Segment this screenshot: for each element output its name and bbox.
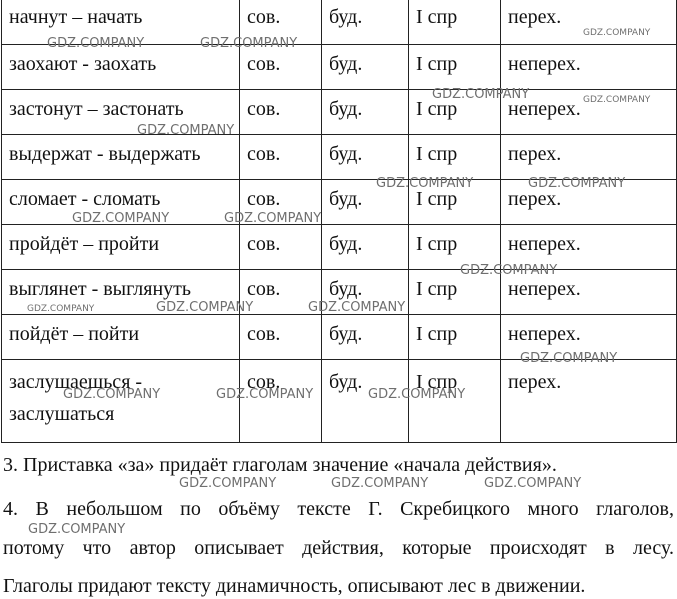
conjugation-cell: I спр (409, 359, 501, 442)
paragraph-4-line-3: Глаголы придают тексту динамичность, описывают лес в движении. (3, 575, 586, 597)
watermark: GDZ.COMPANY (528, 176, 626, 191)
table-row (2, 0, 677, 44)
transitivity-cell: неперех. (501, 44, 677, 89)
watermark: GDZ.COMPANY (583, 28, 651, 38)
tense-cell: буд. (322, 224, 409, 269)
table-row (2, 224, 677, 269)
tense-cell: буд. (322, 179, 409, 224)
table-row (2, 359, 677, 442)
conjugation-cell: I спр (409, 269, 501, 314)
conjugation-cell: I спр (409, 44, 501, 89)
watermark: GDZ.COMPANY (137, 123, 235, 138)
table-row (2, 314, 677, 359)
tense-cell: буд. (322, 44, 409, 89)
verb-analysis-table (1, 0, 677, 443)
aspect-cell: сов. (240, 359, 322, 442)
transitivity-cell: неперех. (501, 89, 677, 134)
watermark: GDZ.COMPANY (460, 263, 558, 278)
watermark: GDZ.COMPANY (28, 522, 126, 537)
watermark: GDZ.COMPANY (156, 300, 254, 315)
verb-pair-cell: пойдёт – пойти (2, 314, 240, 359)
tense-cell: буд. (322, 314, 409, 359)
watermark: GDZ.COMPANY (484, 476, 582, 491)
verb-pair-cell: сломает - сломать (2, 179, 240, 224)
watermark: GDZ.COMPANY (376, 176, 474, 191)
transitivity-cell: перех. (501, 359, 677, 442)
table-row (2, 44, 677, 89)
watermark: GDZ.COMPANY (216, 387, 314, 402)
watermark: GDZ.COMPANY (331, 476, 429, 491)
watermark: GDZ.COMPANY (308, 300, 406, 315)
aspect-cell: сов. (240, 0, 322, 44)
table-row (2, 89, 677, 134)
watermark: GDZ.COMPANY (200, 36, 298, 51)
paragraph-4-line-2: потому что автор описывает действия, которые происходят в лесу. (3, 537, 674, 559)
watermark: GDZ.COMPANY (47, 36, 145, 51)
watermark: GDZ.COMPANY (63, 387, 161, 402)
aspect-cell: сов. (240, 179, 322, 224)
watermark: GDZ.COMPANY (368, 387, 466, 402)
conjugation-cell: I спр (409, 224, 501, 269)
table-row (2, 134, 677, 179)
conjugation-cell: I спр (409, 134, 501, 179)
verb-pair-cell: застонут – застонать (2, 89, 240, 134)
verb-pair-cell (2, 359, 240, 442)
watermark: GDZ.COMPANY (432, 87, 530, 102)
conjugation-cell: I спр (409, 314, 501, 359)
watermark: GDZ.COMPANY (224, 211, 322, 226)
verb-pair-line: заслушаться (9, 402, 115, 425)
transitivity-cell: перех. (501, 0, 677, 44)
verb-pair-cell: заохают - заохать (2, 44, 240, 89)
verb-pair-cell: начнут – начать (2, 0, 240, 44)
tense-cell: буд. (322, 359, 409, 442)
tense-cell: буд. (322, 269, 409, 314)
watermark: GDZ.COMPANY (72, 211, 170, 226)
verb-pair-cell: пройдёт – пройти (2, 224, 240, 269)
watermark: GDZ.COMPANY (583, 95, 651, 105)
watermark: GDZ.COMPANY (27, 304, 95, 314)
aspect-cell: сов. (240, 89, 322, 134)
table-row (2, 179, 677, 224)
aspect-cell: сов. (240, 314, 322, 359)
table-row (2, 269, 677, 314)
conjugation-cell: I спр (409, 89, 501, 134)
aspect-cell: сов. (240, 269, 322, 314)
verb-pair-line: заслушаешься - (9, 370, 143, 393)
transitivity-cell: неперех. (501, 224, 677, 269)
verb-pair-cell: выглянет - выглянуть (2, 269, 240, 314)
transitivity-cell: перех. (501, 134, 677, 179)
tense-cell: буд. (322, 89, 409, 134)
conjugation-cell: I спр (409, 0, 501, 44)
tense-cell: буд. (322, 134, 409, 179)
paragraph-3: 3. Приставка «за» придаёт глаголам значение «начала действия». (3, 454, 557, 476)
aspect-cell: сов. (240, 134, 322, 179)
tense-cell: буд. (322, 0, 409, 44)
transitivity-cell: перех. (501, 179, 677, 224)
aspect-cell: сов. (240, 224, 322, 269)
transitivity-cell: неперех. (501, 269, 677, 314)
aspect-cell: сов. (240, 44, 322, 89)
paragraph-4-line-1: 4. В небольшом по объёму тексте Г. Скребицкого много глаголов, (3, 498, 674, 520)
conjugation-cell: I спр (409, 179, 501, 224)
watermark: GDZ.COMPANY (520, 351, 618, 366)
transitivity-cell: неперех. (501, 314, 677, 359)
watermark: GDZ.COMPANY (179, 476, 277, 491)
verb-pair-cell: выдержат - выдержать (2, 134, 240, 179)
